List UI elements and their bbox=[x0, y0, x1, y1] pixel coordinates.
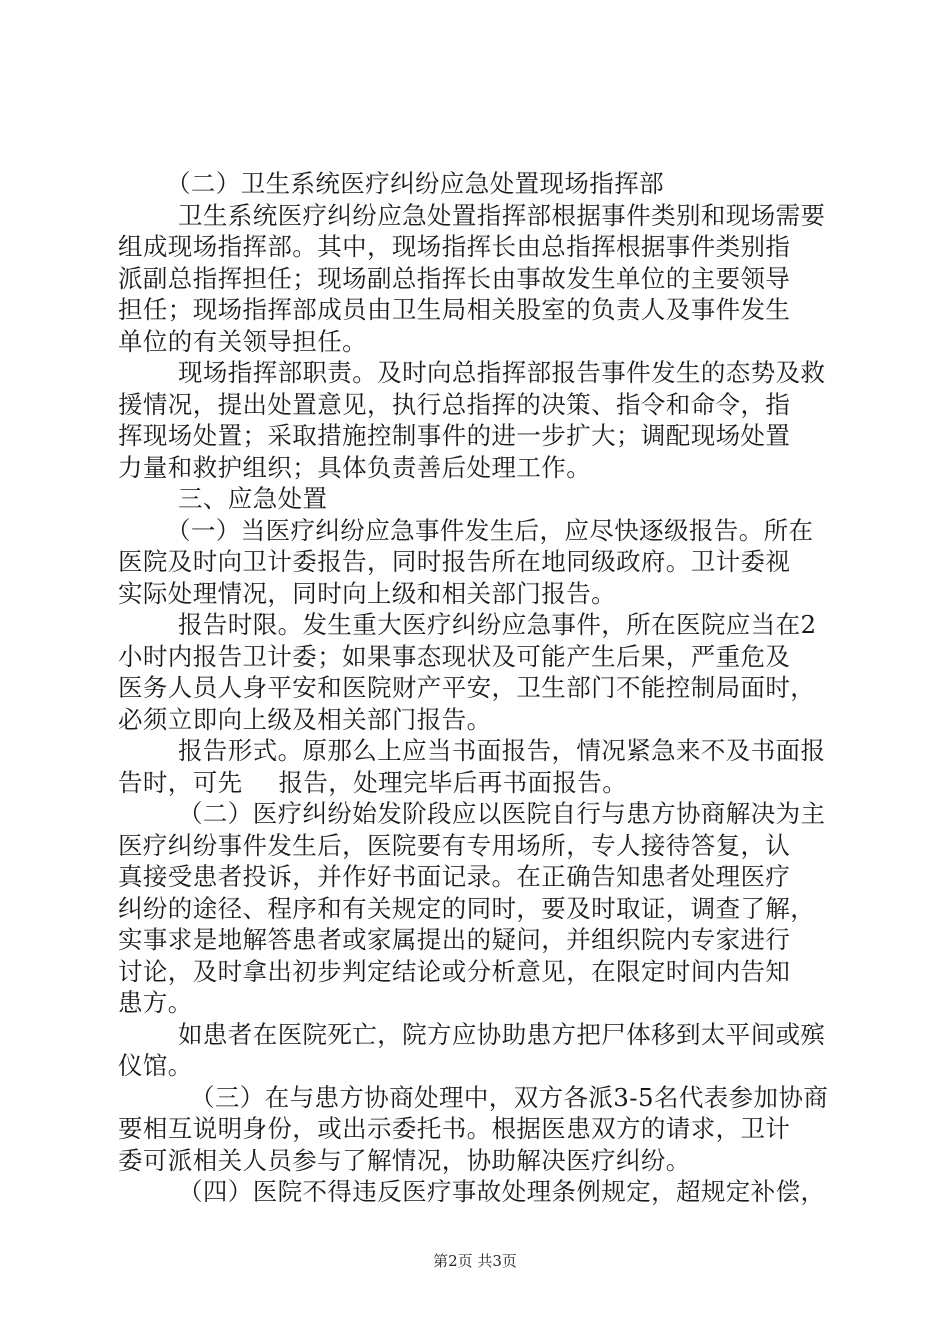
body-line: 必须立即向上级及相关部门报告。 bbox=[118, 704, 492, 734]
body-line: 纠纷的途径、程序和有关规定的同时，要及时取证，调查了解， bbox=[118, 893, 816, 923]
heading-field-command: （二）卫生系统医疗纠纷应急处置现场指挥部 bbox=[166, 169, 664, 198]
body-line: 力量和救护组织；具体负责善后处理工作。 bbox=[118, 452, 592, 482]
body-line: 医院及时向卫计委报告，同时报告所在地同级政府。卫计委视 bbox=[118, 547, 791, 576]
body-line: （四）医院不得违反医疗事故处理条例规定，超规定补偿， bbox=[178, 1177, 826, 1206]
body-line: 要相互说明身份，或出示委托书。根据医患双方的请求，卫计 bbox=[118, 1114, 791, 1143]
body-line: 援情况，提出处置意见，执行总指挥的决策、指令和命令，指 bbox=[118, 389, 791, 419]
body-line: 委可派相关人员参与了解情况，协助解决医疗纠纷。 bbox=[118, 1145, 691, 1175]
body-line-part: 告时，可先 bbox=[118, 767, 243, 797]
body-line: （三）在与患方协商处理中，双方各派3-5名代表参加协商 bbox=[190, 1082, 829, 1112]
body-line-part: 报告，处理完毕后再书面报告。 bbox=[278, 767, 628, 797]
body-line: 挥现场处置；采取措施控制事件的进一步扩大；调配现场处置 bbox=[118, 421, 791, 450]
body-line: 如患者在医院死亡，院方应协助患方把尸体移到太平间或殡 bbox=[178, 1019, 826, 1049]
body-line: 单位的有关领导担任。 bbox=[118, 326, 367, 356]
body-line: 真接受患者投诉，并作好书面记录。在正确告知患者处理医疗 bbox=[118, 862, 791, 891]
body-line: 报告时限。发生重大医疗纠纷应急事件，所在医院应当在2 bbox=[178, 610, 817, 639]
body-line: 现场指挥部职责。及时向总指挥部报告事件发生的态势及救 bbox=[178, 358, 826, 387]
body-line: （一）当医疗纠纷应急事件发生后，应尽快逐级报告。所在 bbox=[166, 515, 814, 545]
body-line: 医疗纠纷事件发生后，医院要有专用场所，专人接待答复，认 bbox=[118, 830, 791, 860]
body-line: （二）医疗纠纷始发阶段应以医院自行与患方协商解决为主 bbox=[178, 799, 826, 828]
body-line: 小时内报告卫计委；如果事态现状及可能产生后果，严重危及 bbox=[118, 641, 791, 671]
body-line: 讨论，及时拿出初步判定结论或分析意见，在限定时间内告知 bbox=[118, 956, 791, 986]
page-footer: 第2页 共3页 bbox=[433, 1252, 517, 1270]
body-line: 卫生系统医疗纠纷应急处置指挥部根据事件类别和现场需要 bbox=[178, 200, 826, 230]
body-line: 组成现场指挥部。其中，现场指挥长由总指挥根据事件类别指 bbox=[118, 232, 791, 261]
body-line: 担任；现场指挥部成员由卫生局相关股室的负责人及事件发生 bbox=[118, 295, 791, 324]
body-line: 实际处理情况，同时向上级和相关部门报告。 bbox=[118, 578, 616, 608]
body-line: 患方。 bbox=[118, 988, 193, 1017]
body-line: 实事求是地解答患者或家属提出的疑问，并组织院内专家进行 bbox=[118, 925, 791, 954]
section-heading: 三、应急处置 bbox=[178, 484, 328, 513]
body-line: 医务人员人身平安和医院财产平安，卫生部门不能控制局面时， bbox=[118, 673, 816, 702]
body-line: 报告形式。原那么上应当书面报告，情况紧急来不及书面报 bbox=[178, 736, 826, 765]
body-line-with-gap bbox=[118, 767, 848, 799]
body-line: 仪馆。 bbox=[118, 1051, 193, 1080]
body-line: 派副总指挥担任；现场副总指挥长由事故发生单位的主要领导 bbox=[118, 263, 791, 293]
